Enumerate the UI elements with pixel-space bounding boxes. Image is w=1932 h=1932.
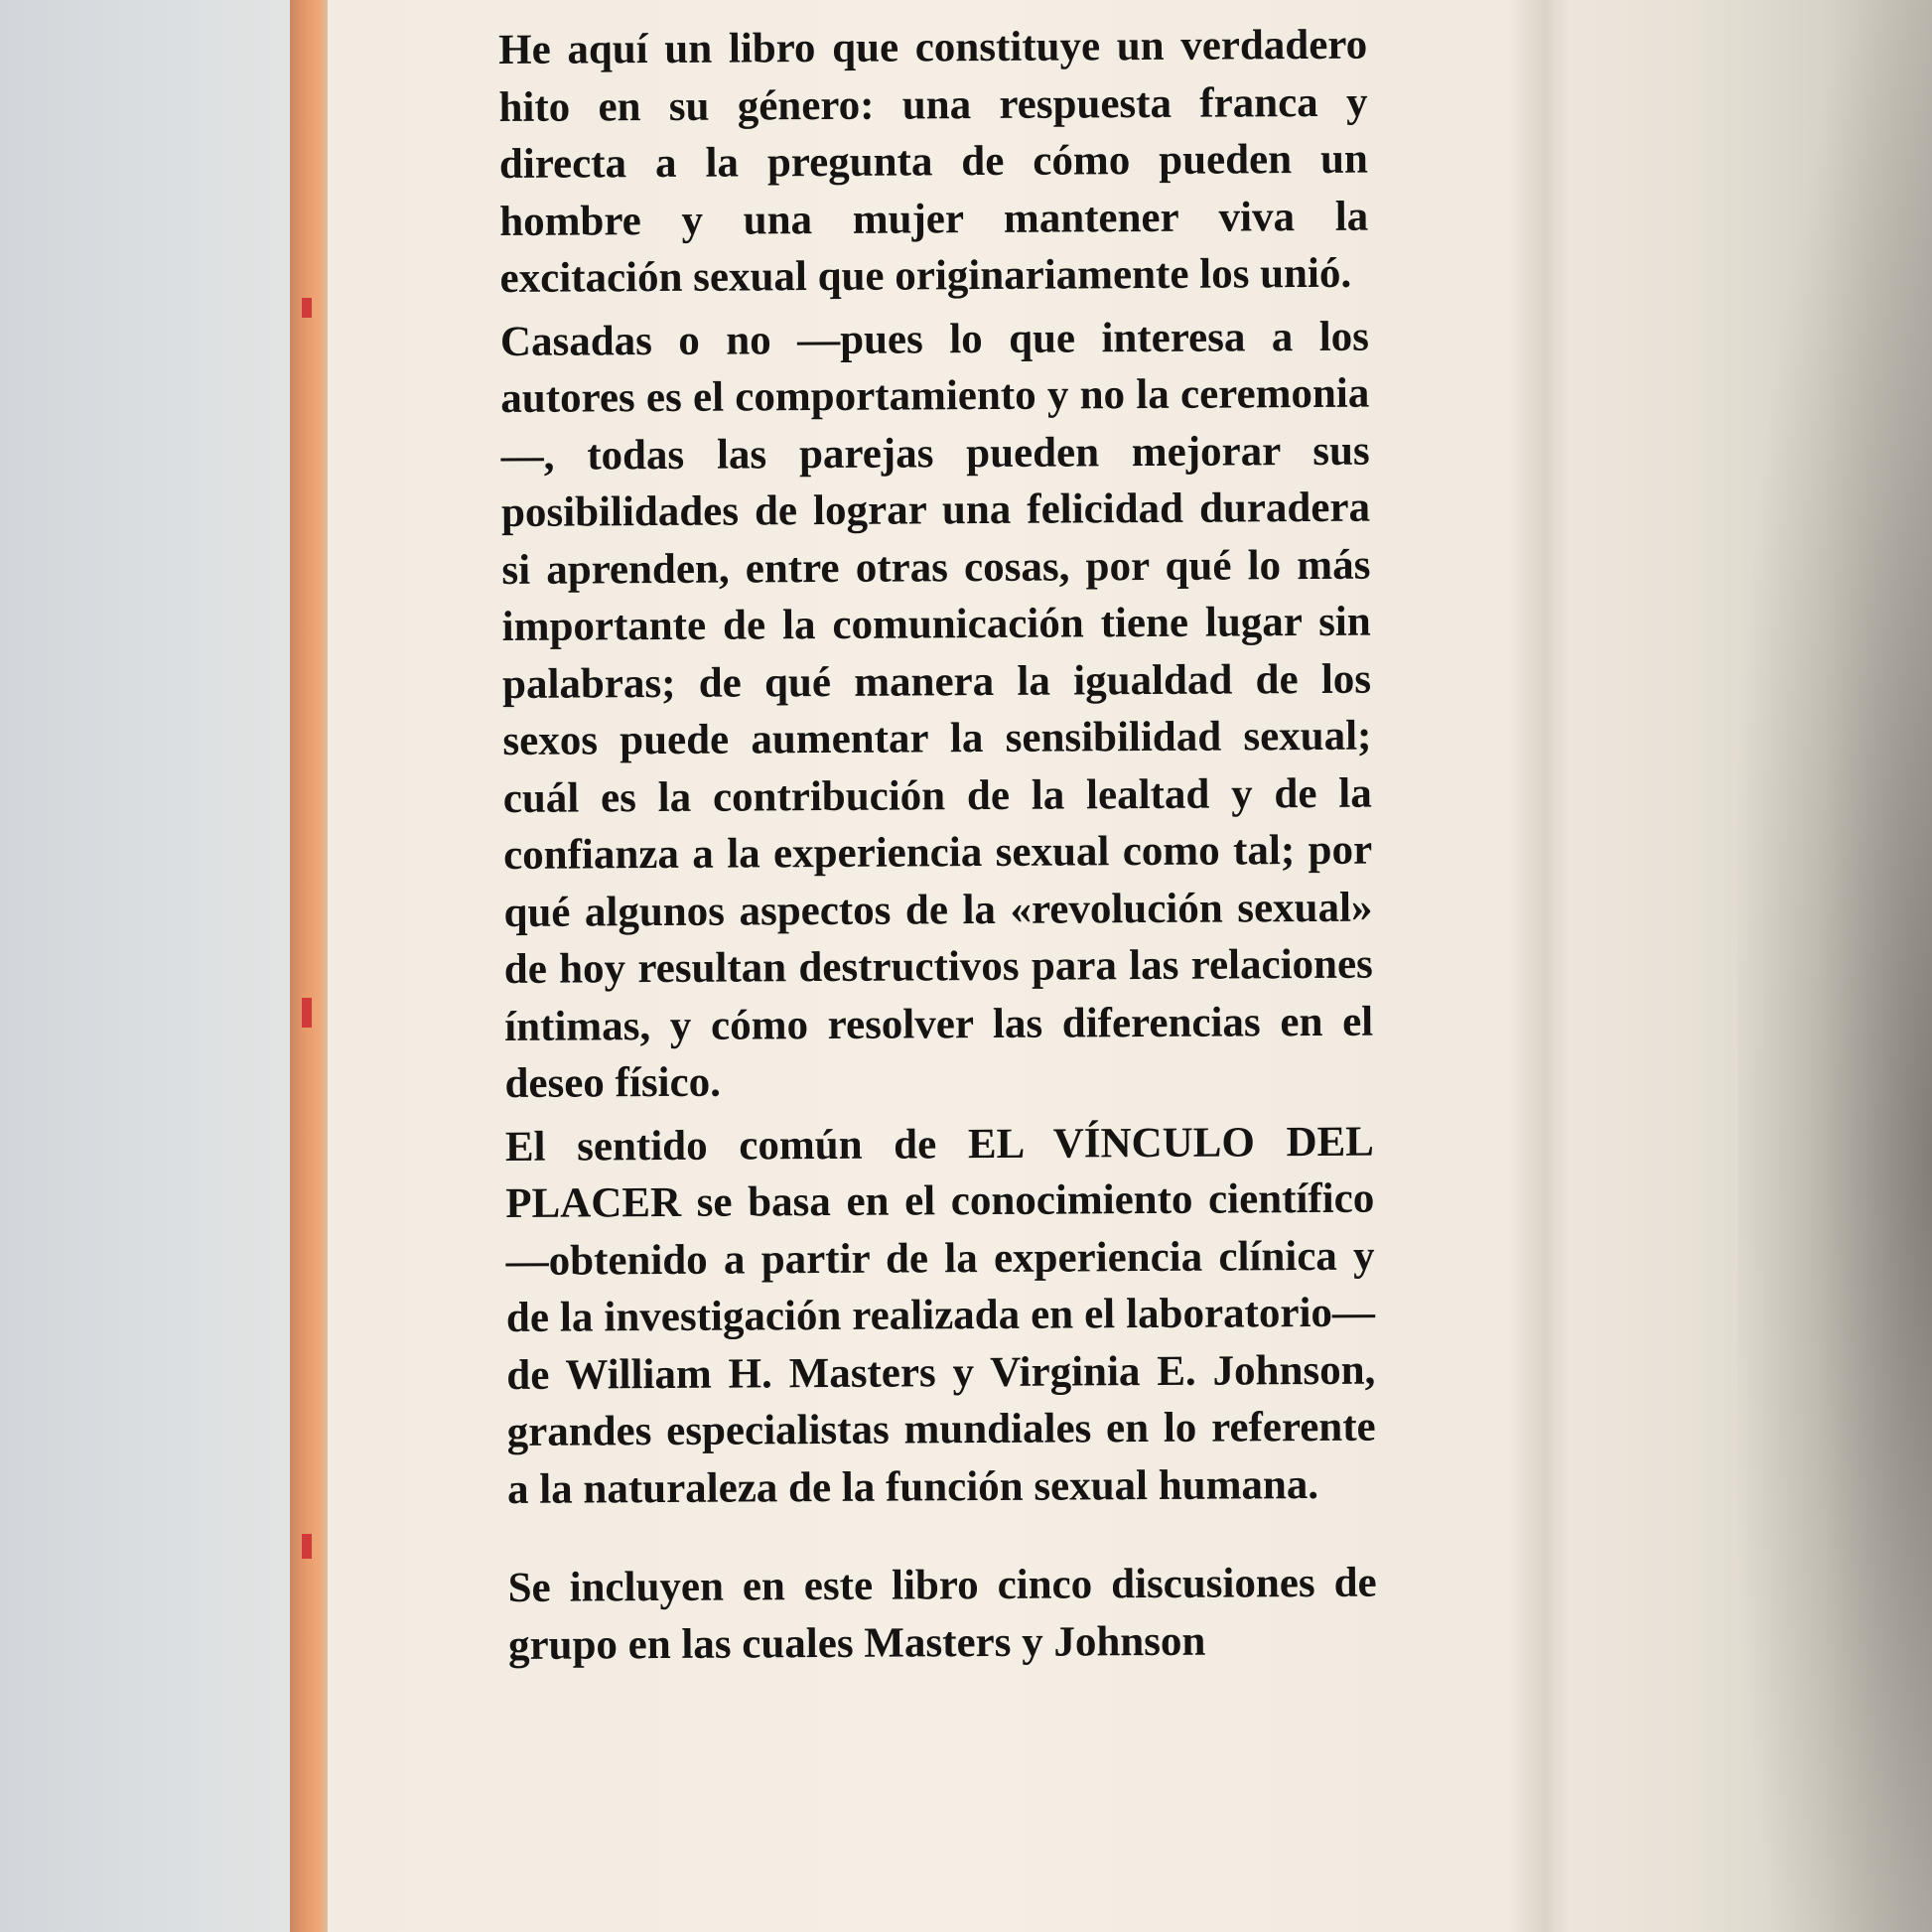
- background-surface: [0, 0, 298, 1932]
- spine-red-mark: [302, 298, 312, 318]
- paragraph-3: El sentido común de EL VÍNCULO DEL PLACER se basa en el conocimiento científico —obtenido a partir de la experiencia clínica y de la investigación realizada en el laboratorio— de William H. Masters y Virginia E. Johnson, grandes especialistas mundiales en lo referente a la naturaleza de la función sexual humana.: [504, 1118, 1376, 1513]
- book-spine-edge: [290, 0, 330, 1932]
- paragraph-4: Se incluyen en este libro cinco discusiones de grupo en las cuales Masters y Johnson: [507, 1559, 1377, 1669]
- back-cover-text: [498, 17, 1377, 1680]
- paragraph-1: He aquí un libro que constituye un verdadero hito en su género: una respuesta franca y directa a la pregunta de cómo pueden un hombre y una mujer mantener viva la excitación sexual que originariamente los unió.: [498, 21, 1369, 302]
- spine-red-mark: [302, 998, 312, 1028]
- spine-red-mark: [302, 1534, 312, 1559]
- paragraph-2: Casadas o no —pues lo que interesa a los autores es el comportamiento y no la ceremonia—, todas las parejas pueden mejorar sus posibilidades de lograr una felicidad duradera si aprenden, entre otras cosas, por qué lo más importante de la comunicación tiene lugar sin palabras; de qué manera la igualdad de los sexos puede aumentar la sensibilidad sexual; cuál es la contribución de la lealtad y de la confianza a la experiencia sexual como tal; por qué algunos aspectos de la «revolución sexual» de hoy resultan destructivos para las relaciones íntimas, y cómo resolver las diferencias en el deseo físico.: [499, 313, 1374, 1107]
- page-gutter: [1509, 0, 1569, 1932]
- hand-shadow: [1737, 0, 1932, 1932]
